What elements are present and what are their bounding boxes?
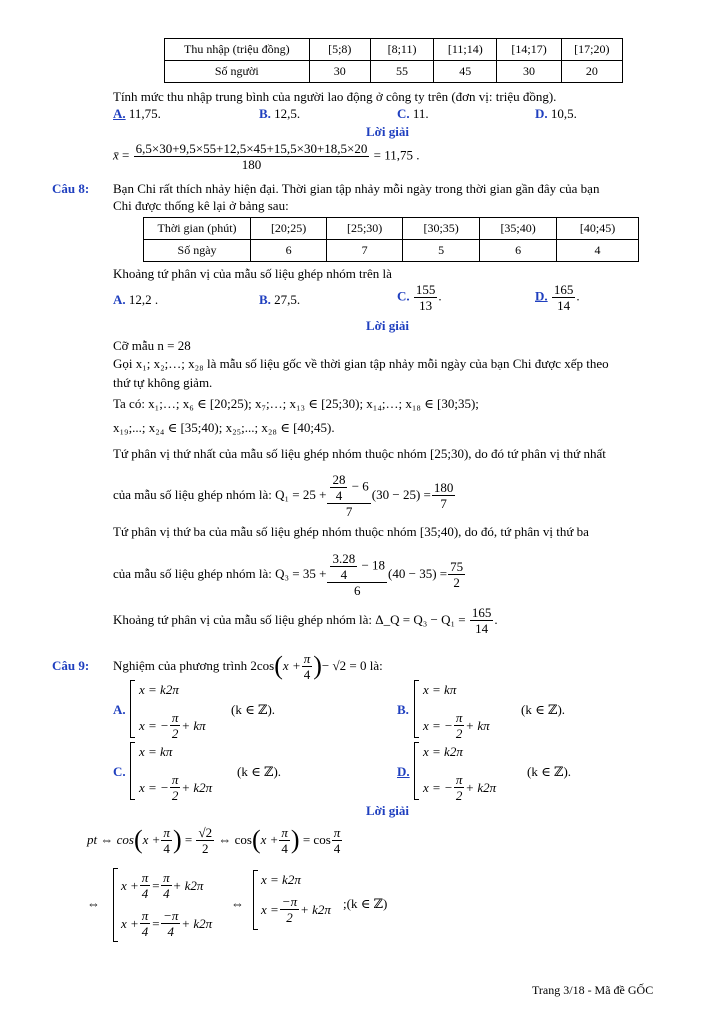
table-cell: 55	[370, 61, 433, 83]
q8-option-b: B. 27,5.	[259, 292, 301, 307]
table-cell: Số ngày	[144, 240, 251, 262]
q8-prompt-line1: Bạn Chi rất thích nhảy hiện đại. Thời gian tập nhảy mỗi ngày trong thời gian gần đây của bạn	[113, 181, 600, 196]
q8-goi-line2: thứ tự không giảm.	[113, 375, 213, 390]
q8-solution-title: Lời giải	[366, 318, 409, 333]
table-cell: 30	[497, 61, 561, 83]
q8-option-a: A. 12,2 .	[113, 292, 159, 307]
q7-mean-formula: x̄ = $\frac{6,5\times 30+9,5\times 55+12,5\times 45+15,5\times 30+18,5\times 20}{180}$ = 11,75 .	[113, 141, 420, 172]
q8-option-c: C. $\frac{155}{13}$ .	[397, 282, 442, 313]
q8-number: Câu 8:	[52, 181, 90, 196]
q9-solution-line1: pt ⇔ cos ( x + $\frac{\pi}{4}$ ) = $\frac{√2}{2}$ ⇔ cos ( x + $\frac{\pi}{4}$ ) = cos $\frac{\pi}{4}$	[87, 824, 341, 856]
table-cell: 20	[561, 61, 622, 83]
table-header: [8;11)	[370, 39, 433, 61]
table-cell: 7	[327, 240, 403, 262]
table-cell: 6	[480, 240, 557, 262]
q8-goi-line1: Gọi x₁; x₂;…; x₂₈ là mẫu số liệu gốc về thời gian tập nhảy mỗi ngày của bạn Chi được xếp theo	[113, 356, 609, 371]
table-header: [11;14)	[434, 39, 497, 61]
q7-option-a: A. 11,75.	[113, 106, 161, 121]
q9-question: Câu 9: Nghiệm của phương trình 2cos ( x + $\frac{\pi}{4}$ ) − √2 = 0 là:	[52, 650, 383, 682]
q8-sample-size: Cỡ mẫu n = 28	[113, 338, 191, 353]
table-header: [14;17)	[497, 39, 561, 61]
q8-option-d: D. $\frac{165}{14}$ .	[535, 282, 580, 313]
table-header: [40;45)	[557, 218, 639, 240]
q8-q1-formula: của mẫu số liệu ghép nhóm là: Q₁ = 25 + $\frac{28}{4}$ − 6 7 (30 − 25) = $\frac{180}{7}$	[113, 471, 454, 519]
table-header: [25;30)	[327, 218, 403, 240]
dance-time-table	[143, 217, 639, 262]
q8-prompt-line2: Chi được thống kê lại ở bảng sau:	[113, 198, 289, 213]
q7-option-d: D. 10,5.	[535, 106, 577, 121]
q8-question: Khoảng tứ phân vị của mẫu số liệu ghép nhóm trên là	[113, 266, 392, 281]
table-cell: 6	[251, 240, 327, 262]
table-header: [35;40)	[480, 218, 557, 240]
table-header: [5;8)	[309, 39, 370, 61]
table-cell: 30	[309, 61, 370, 83]
q7-option-b: B. 12,5.	[259, 106, 301, 121]
q8-taco-line1: Ta có: x₁;…; x₆ ∈ [20;25); x₇;…; x₁₃ ∈ [25;30); x₁₄;…; x₁₈ ∈ [30;35);	[113, 396, 479, 411]
table-cell: 5	[403, 240, 480, 262]
q7-option-c: C. 11.	[397, 106, 429, 121]
table-cell: 45	[434, 61, 497, 83]
q8-q1-intro: Tứ phân vị thứ nhất của mẫu số liệu ghép nhóm thuộc nhóm [25;30), do đó tứ phân vị thứ nhất	[113, 446, 606, 461]
q8-taco-line2: x₁₉;...; x₂₄ ∈ [35;40); x₂₅;...; x₂₈ ∈ [40;45).	[113, 420, 335, 435]
table-cell: 4	[557, 240, 639, 262]
page-footer: Trang 3/18 - Mã đề GỐC	[532, 983, 654, 997]
income-table	[164, 38, 623, 83]
q9-solution-title: Lời giải	[366, 803, 409, 818]
table-header: [30;35)	[403, 218, 480, 240]
table-header: [17;20)	[561, 39, 622, 61]
q9-solution-systems: ⇔ x + $\frac{\pi}{4}$ = $\frac{\pi}{4}$ + k2π x + $\frac{\pi}{4}$ = $\frac{-\pi}{4}$ + k2π ⇔ x = k2π x = $\frac{-\pi}{2}$ + k2π ;(k ∈ ℤ)	[87, 868, 407, 944]
q7-solution-title: Lời giải	[366, 124, 409, 139]
table-header: [20;25)	[251, 218, 327, 240]
q8-iqr: Khoảng tứ phân vị của mẫu số liệu ghép nhóm là: Δ_Q = Q₃ − Q₁ = $\frac{165}{14}$ .	[113, 604, 498, 636]
table-header: Thời gian (phút)	[144, 218, 251, 240]
q8-q3-formula: của mẫu số liệu ghép nhóm là: Q₃ = 35 + $\frac{3.28}{4}$ − 18 6 (40 − 35) = $\frac{75}{2}$	[113, 550, 464, 598]
table-cell: Số người	[165, 61, 310, 83]
table-header: Thu nhập (triệu đồng)	[165, 39, 310, 61]
q8-q3-intro: Tứ phân vị thứ ba của mẫu số liệu ghép nhóm thuộc nhóm [35;40), do đó, tứ phân vị thứ ba	[113, 524, 589, 539]
q7-prompt: Tính mức thu nhập trung bình của người lao động ở công ty trên (đơn vị: triệu đồng).	[113, 89, 557, 104]
